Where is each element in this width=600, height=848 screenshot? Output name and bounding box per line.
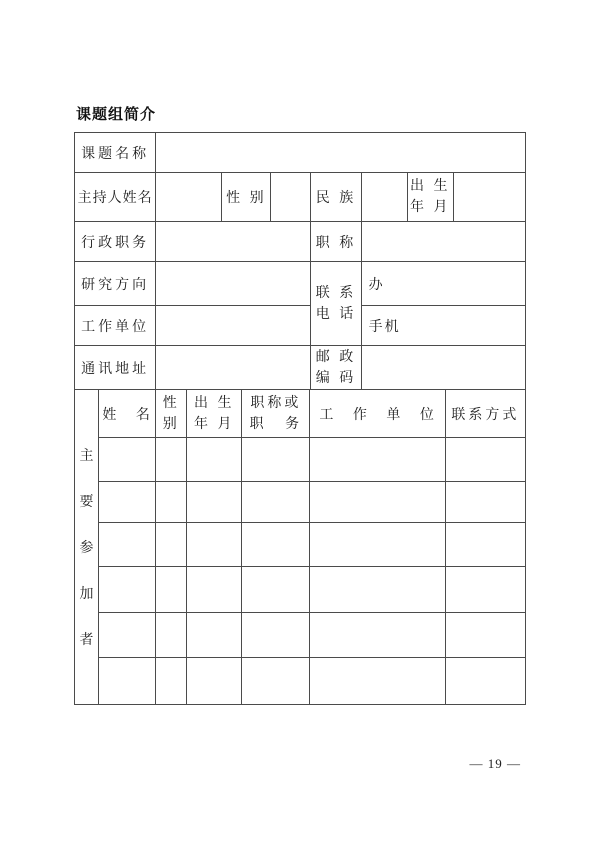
header-birth-line2: 年 月 <box>194 416 235 432</box>
cell-ethnicity-label: 民 族 <box>311 173 361 222</box>
header-contact: 联系方式 <box>445 390 525 438</box>
row-admin-duty <box>75 222 526 262</box>
member-birth-cell <box>187 482 242 523</box>
header-name: 姓 名 <box>99 390 156 438</box>
member-row <box>75 658 526 705</box>
cell-leader-name-value <box>156 173 222 222</box>
postal-code-label-line1: 邮 政 <box>315 349 357 365</box>
cell-ethnicity-value <box>361 173 407 222</box>
row-project-name <box>75 133 526 173</box>
member-work-unit-cell <box>310 482 445 523</box>
project-info-table <box>74 132 526 390</box>
birth-date-label-line2: 年 月 <box>409 200 451 215</box>
header-gender-line1: 性 <box>162 395 180 411</box>
member-name-cell <box>99 523 156 567</box>
header-gender-line2: 别 <box>162 416 180 432</box>
member-work-unit-cell <box>310 438 445 482</box>
member-title-cell <box>242 613 310 658</box>
member-contact-cell <box>445 658 525 705</box>
mobile-phone-label: 手机 <box>368 319 401 335</box>
member-gender-cell <box>156 567 187 613</box>
cell-professional-title-label: 职 称 <box>311 222 361 262</box>
cell-members-side-label <box>75 390 99 705</box>
cell-gender-label: 性 别 <box>222 173 271 222</box>
office-phone-label: 办 <box>368 277 385 293</box>
member-birth-cell <box>187 567 242 613</box>
side-label-char: 参 <box>79 541 94 556</box>
header-birth-line1: 出 生 <box>194 395 235 411</box>
members-header-row <box>75 390 526 438</box>
page-title: 课题组简介 <box>76 106 157 123</box>
member-contact-cell <box>445 523 525 567</box>
postal-code-label-line2: 编 码 <box>315 370 357 386</box>
cell-project-name-label: 课题名称 <box>75 133 156 173</box>
member-name-cell <box>99 658 156 705</box>
cell-project-name-value <box>156 133 526 173</box>
cell-gender-value <box>271 173 311 222</box>
form-tables <box>74 132 526 705</box>
cell-admin-duty-label: 行政职务 <box>75 222 156 262</box>
member-birth-cell <box>187 438 242 482</box>
member-gender-cell <box>156 438 187 482</box>
member-gender-cell <box>156 613 187 658</box>
side-label-char: 要 <box>79 495 94 510</box>
member-contact-cell <box>445 482 525 523</box>
member-row <box>75 438 526 482</box>
header-gender <box>156 390 187 438</box>
side-label-char: 主 <box>79 449 94 464</box>
cell-admin-duty-value <box>156 222 311 262</box>
contact-phone-label-line2: 电 话 <box>315 306 357 322</box>
row-research-direction <box>75 262 526 306</box>
member-title-cell <box>242 523 310 567</box>
members-side-label <box>75 445 98 649</box>
cell-birth-date-value <box>453 173 525 222</box>
cell-research-direction-value <box>156 262 311 306</box>
member-row <box>75 523 526 567</box>
cell-postal-code-label <box>311 346 361 390</box>
page-number: — 19 — <box>469 756 521 771</box>
row-mailing-address <box>75 346 526 390</box>
member-name-cell <box>99 482 156 523</box>
cell-postal-code-value <box>361 346 525 390</box>
cell-office-phone <box>361 262 525 306</box>
member-title-cell <box>242 567 310 613</box>
member-birth-cell <box>187 658 242 705</box>
row-work-unit <box>75 306 526 346</box>
member-contact-cell <box>445 613 525 658</box>
member-gender-cell <box>156 482 187 523</box>
header-title-or-duty-line1: 职称或 <box>250 395 302 411</box>
member-work-unit-cell <box>310 613 445 658</box>
cell-work-unit-label: 工作单位 <box>75 306 156 346</box>
member-birth-cell <box>187 523 242 567</box>
member-birth-cell <box>187 613 242 658</box>
cell-mailing-address-value <box>156 346 311 390</box>
birth-date-label-line1: 出 生 <box>409 179 451 194</box>
members-table <box>74 389 526 705</box>
header-title-or-duty <box>242 390 310 438</box>
cell-mailing-address-label: 通讯地址 <box>75 346 156 390</box>
header-title-or-duty-line2: 职 务 <box>249 416 303 432</box>
side-label-char: 者 <box>79 633 94 648</box>
cell-professional-title-value <box>361 222 525 262</box>
member-row <box>75 482 526 523</box>
cell-research-direction-label: 研究方向 <box>75 262 156 306</box>
member-work-unit-cell <box>310 567 445 613</box>
cell-work-unit-value <box>156 306 311 346</box>
member-row <box>75 567 526 613</box>
contact-phone-label-line1: 联 系 <box>315 285 357 301</box>
member-row <box>75 613 526 658</box>
member-name-cell <box>99 438 156 482</box>
member-name-cell <box>99 567 156 613</box>
cell-birth-date-label <box>407 173 453 222</box>
member-contact-cell <box>445 438 525 482</box>
member-title-cell <box>242 438 310 482</box>
header-birth-date <box>187 390 242 438</box>
row-leader <box>75 173 526 222</box>
member-title-cell <box>242 658 310 705</box>
member-work-unit-cell <box>310 658 445 705</box>
member-contact-cell <box>445 567 525 613</box>
member-title-cell <box>242 482 310 523</box>
cell-leader-name-label: 主持人姓名 <box>75 173 156 222</box>
cell-contact-phone-label <box>311 262 361 346</box>
cell-mobile-phone <box>361 306 525 346</box>
member-name-cell <box>99 613 156 658</box>
header-work-unit: 工 作 单 位 <box>310 390 445 438</box>
member-gender-cell <box>156 523 187 567</box>
member-gender-cell <box>156 658 187 705</box>
member-work-unit-cell <box>310 523 445 567</box>
side-label-char: 加 <box>79 587 94 602</box>
